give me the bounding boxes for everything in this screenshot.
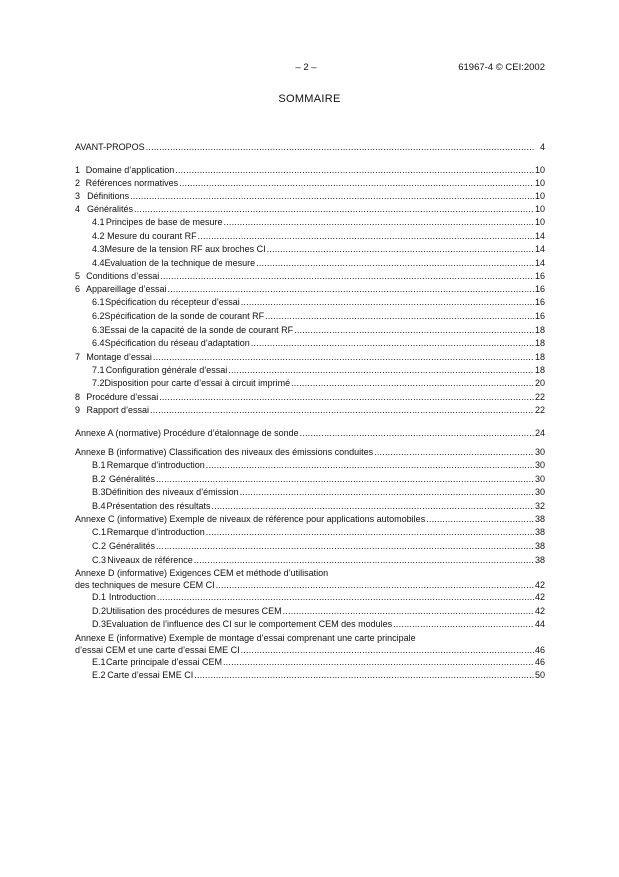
toc-label: Evaluation de la technique de mesure	[104, 257, 256, 268]
toc-entry-s6-2	[75, 310, 545, 324]
toc-entry-s7	[75, 351, 545, 364]
toc-label-line1: Annexe D (informative) Exigences CEM et méthode d’utilisation	[75, 568, 329, 579]
table-of-contents	[75, 141, 545, 683]
toc-page: 30	[534, 459, 545, 470]
toc-page: 16	[534, 271, 545, 282]
toc-number: 4.3	[92, 244, 105, 255]
toc-page: 22	[534, 404, 545, 415]
toc-number: 6.4	[92, 338, 105, 349]
toc-label: Remarque d’introduction	[106, 527, 205, 538]
toc-page: 20	[534, 378, 545, 389]
toc-entry-e2	[75, 669, 545, 683]
toc-page: 42	[534, 605, 545, 616]
toc-number: D.3	[92, 619, 107, 630]
toc-number: D.2	[92, 605, 107, 616]
toc-number: 4.4	[92, 257, 105, 268]
toc-leader	[206, 459, 534, 473]
toc-leader	[156, 540, 534, 554]
toc-page: 10	[534, 191, 545, 201]
toc-entry-s2	[75, 177, 545, 190]
toc-label: Conditions d’essai	[86, 271, 160, 282]
toc-entry-s7-2	[75, 377, 545, 391]
toc-leader	[251, 337, 534, 351]
toc-leader	[283, 605, 534, 619]
toc-label: Généralités	[108, 473, 155, 484]
toc-label: Montage d’essai	[86, 351, 152, 362]
toc-number: 6.3	[92, 324, 105, 335]
toc-number: B.1	[92, 459, 106, 470]
toc-entry-s1	[75, 164, 545, 177]
toc-page: 18	[534, 364, 545, 375]
toc-label: Généralités	[86, 204, 133, 214]
toc-leader	[130, 190, 534, 203]
toc-leader	[160, 270, 534, 283]
toc-leader	[240, 486, 534, 500]
toc-entry-annex-e	[75, 632, 545, 656]
toc-leader	[216, 579, 534, 591]
toc-page: 42	[534, 580, 545, 591]
toc-page: 30	[534, 473, 545, 484]
toc-number: E.1	[92, 656, 106, 667]
toc-entry-s4	[75, 203, 545, 216]
toc-page: 38	[534, 527, 545, 538]
toc-label: Spécification de la sonde de courant RF	[104, 310, 265, 321]
toc-leader	[267, 243, 534, 257]
toc-entry-s6-1	[75, 296, 545, 310]
toc-entry-annex-d	[75, 567, 545, 591]
toc-entry-d1	[75, 591, 545, 605]
toc-entry-s4-2	[75, 230, 545, 244]
toc-page: 46	[534, 644, 545, 655]
toc-page: 22	[534, 391, 545, 402]
toc-leader	[134, 203, 534, 216]
toc-leader	[223, 216, 534, 230]
toc-label: Définitions	[87, 191, 130, 201]
toc-label: Introduction	[108, 592, 156, 603]
toc-page: 16	[534, 284, 545, 295]
toc-label: Références normatives	[85, 178, 179, 188]
toc-leader	[393, 618, 534, 632]
toc-entry-s7-1	[75, 364, 545, 378]
toc-entry-c2	[75, 540, 545, 554]
toc-label-line2: des techniques de mesure CEM CI	[75, 580, 215, 591]
toc-entry-e1	[75, 656, 545, 670]
toc-label: Annexe C (informative) Exemple de niveaux de référence pour applications automobiles	[75, 514, 426, 525]
toc-label: Annexe A (normative) Procédure d’étalonnage de sonde	[75, 427, 299, 438]
toc-label: Carte d’essai EME CI	[107, 670, 194, 681]
toc-leader	[426, 513, 534, 526]
toc-page: 18	[534, 324, 545, 335]
toc-leader	[156, 473, 534, 487]
toc-label: Généralités	[108, 540, 155, 551]
toc-label: AVANT-PROPOS	[75, 142, 145, 152]
toc-entry-s4-3	[75, 243, 545, 257]
toc-page: 38	[534, 554, 545, 565]
toc-leader	[212, 500, 534, 514]
toc-label: Rapport d’essai	[86, 404, 150, 415]
toc-entry-s9	[75, 404, 545, 417]
toc-page: 10	[534, 204, 545, 214]
toc-entry-annex-c	[75, 513, 545, 526]
toc-label: Niveaux de référence	[107, 554, 193, 565]
toc-page: 10	[534, 178, 545, 188]
toc-leader	[241, 296, 534, 310]
toc-entry-s3	[75, 190, 545, 203]
toc-label-line2: d’essai CEM et une carte d’essai EME CI	[75, 644, 240, 655]
toc-entry-s6-3	[75, 324, 545, 338]
toc-page: 30	[534, 446, 545, 457]
toc-page: 10	[534, 165, 545, 175]
toc-entry-d2	[75, 605, 545, 619]
toc-entry-s8	[75, 391, 545, 404]
toc-entry-b1	[75, 459, 545, 473]
toc-number: 8	[75, 391, 81, 402]
toc-leader	[228, 364, 534, 378]
toc-number: B.4	[92, 500, 106, 511]
toc-number: 4	[75, 204, 81, 214]
toc-leader	[300, 427, 534, 440]
toc-label: Remarque d’introduction	[106, 459, 205, 470]
toc-leader	[168, 283, 534, 296]
toc-label: Evaluation de l’influence des CI sur le comportement CEM des modules	[106, 619, 393, 630]
toc-page: 38	[534, 540, 545, 551]
toc-label: Spécification du récepteur d’essai	[105, 297, 240, 308]
toc-label: Présentation des résultats	[106, 500, 211, 511]
toc-number: 9	[75, 404, 81, 415]
toc-label: Mesure du courant RF	[107, 230, 197, 241]
toc-entry-d3	[75, 618, 545, 632]
toc-entry-s5	[75, 270, 545, 283]
toc-label-line1: Annexe E (informative) Exemple de montage d’essai comprenant une carte principale	[75, 632, 416, 643]
toc-page: 46	[534, 656, 545, 667]
toc-number: C.3	[92, 554, 107, 565]
page-number: – 2 –	[295, 62, 317, 73]
toc-page: 14	[534, 244, 545, 255]
toc-number: 4.1	[92, 217, 105, 227]
toc-number: 7.2	[92, 378, 105, 389]
toc-number: 7.1	[92, 364, 105, 375]
toc-label: Carte principale d’essai CEM	[105, 656, 222, 667]
toc-number: 6.2	[92, 310, 105, 321]
toc-entry-avant-propos	[75, 141, 545, 154]
toc-leader	[194, 669, 534, 683]
toc-page: 50	[534, 670, 545, 681]
toc-label-line2-row	[75, 579, 545, 591]
toc-number: C.2	[92, 540, 107, 551]
toc-leader	[291, 377, 534, 391]
toc-leader	[256, 257, 534, 271]
toc-label: Annexe B (informative) Classification des niveaux des émissions conduites	[75, 446, 374, 457]
toc-page: 42	[534, 592, 545, 603]
toc-label: Mesure de la tension RF aux broches CI	[104, 244, 266, 255]
toc-page: 30	[534, 487, 545, 498]
toc-entry-b4	[75, 500, 545, 514]
toc-entry-b3	[75, 486, 545, 500]
toc-label: Procédure d’essai	[86, 391, 159, 402]
toc-label: Domaine d’application	[85, 165, 175, 175]
toc-label: Essai de la capacité de la sonde de courant RF	[104, 324, 294, 335]
toc-number: 3	[75, 191, 81, 201]
toc-label-line2-row	[75, 644, 545, 656]
toc-leader	[241, 644, 534, 656]
toc-page: 14	[534, 257, 545, 268]
toc-page: 18	[534, 338, 545, 349]
toc-number: 7	[75, 351, 81, 362]
toc-leader	[206, 526, 534, 540]
toc-number: C.1	[92, 527, 107, 538]
toc-entry-s6-4	[75, 337, 545, 351]
toc-leader	[146, 141, 534, 154]
toc-number: 2	[75, 178, 81, 188]
toc-leader	[153, 351, 534, 364]
toc-page: 18	[534, 351, 545, 362]
toc-label: Principes de base de mesure	[105, 217, 223, 227]
toc-number: 1	[75, 165, 81, 175]
toc-leader	[194, 554, 534, 568]
toc-label: Utilisation des procédures de mesures CEM	[106, 605, 282, 616]
toc-label: Configuration générale d’essai	[105, 364, 228, 375]
toc-entry-s4-1	[75, 216, 545, 230]
toc-label: Disposition pour carte d’essai à circuit imprimé	[104, 378, 291, 389]
toc-leader	[294, 324, 534, 338]
toc-number: 4.2	[92, 230, 105, 241]
toc-entry-annex-a	[75, 427, 545, 440]
toc-leader	[150, 404, 534, 417]
toc-page: 24	[534, 427, 545, 438]
toc-number: E.2	[92, 670, 106, 681]
toc-number: 5	[75, 271, 81, 282]
toc-label: Spécification du réseau d’adaptation	[104, 338, 250, 349]
toc-entry-s6	[75, 283, 545, 296]
toc-number: B.3	[92, 487, 106, 498]
toc-page: 44	[534, 619, 545, 630]
toc-entry-annex-b	[75, 446, 545, 459]
toc-entry-s4-4	[75, 257, 545, 271]
page-title: SOMMAIRE	[278, 93, 341, 105]
toc-page: 38	[534, 514, 545, 525]
toc-number: 6.1	[92, 297, 105, 308]
toc-leader	[159, 391, 534, 404]
toc-leader	[223, 656, 534, 670]
standard-reference: 61967-4 © CEI:2002	[458, 62, 545, 73]
toc-leader	[265, 310, 534, 324]
toc-label: Appareillage d’essai	[85, 284, 167, 295]
toc-page: 4	[539, 142, 545, 152]
toc-number: B.2	[92, 473, 106, 484]
toc-leader	[157, 591, 534, 605]
toc-leader	[374, 446, 534, 459]
toc-page: 14	[534, 230, 545, 241]
toc-page: 32	[534, 500, 545, 511]
toc-leader	[198, 230, 534, 244]
toc-page: 16	[534, 297, 545, 308]
toc-entry-c3	[75, 554, 545, 568]
toc-number: D.1	[92, 592, 107, 603]
toc-label: Définition des niveaux d’émission	[105, 487, 239, 498]
toc-entry-b2	[75, 473, 545, 487]
toc-number: 6	[75, 284, 81, 295]
toc-page: 16	[534, 310, 545, 321]
toc-leader	[175, 164, 534, 177]
toc-page: 10	[534, 217, 545, 227]
toc-leader	[179, 177, 534, 190]
toc-entry-c1	[75, 526, 545, 540]
